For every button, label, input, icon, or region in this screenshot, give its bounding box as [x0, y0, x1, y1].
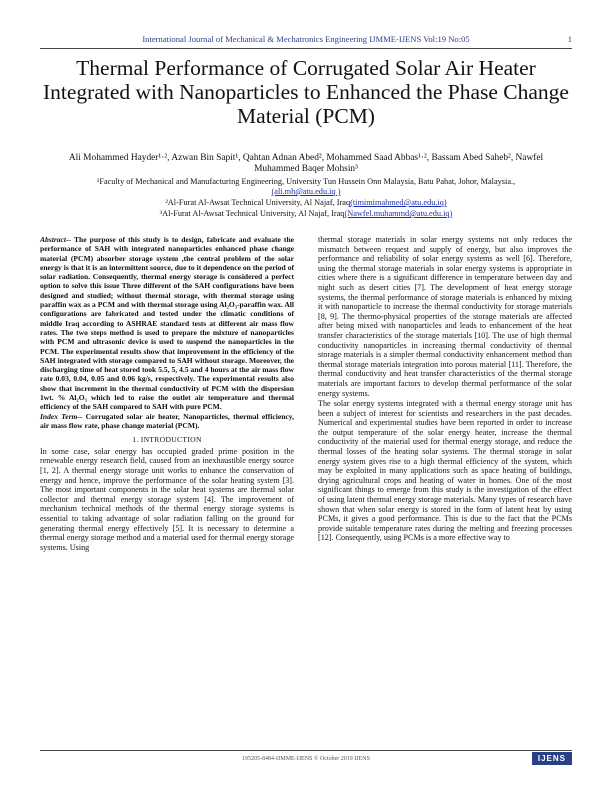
index-terms-text: Corrugated solar air heater, Nanoparticles, thermal efficiency, air mass flow rate, phase change material (PCM).: [40, 411, 294, 430]
affiliation-3-email-link[interactable]: (Nawfel.muhammd@atu.edu.iq): [344, 209, 453, 218]
running-header: [40, 34, 572, 44]
intro-paragraph-left: In some case, solar energy has occupied graded prime position in the renewable energy research field, caused from an inexhaustible energy source [1, 2]. A thermal energy storage unit works to enhance the conservation of energy and hence, improve the performance of the solar heating system [3]. The most important components in the solar heat systems are thermal solar collector and thermal energy storage system [4]. The improvement of mechanism technical methods of the thermal energy storage systems is essential to taking advantage of solar radiation falling on the ground for generating thermal energy effectively [5]. It is necessary to determine a thermal energy storage method and a material used for thermal energy storage systems. Using: [40, 446, 294, 552]
affiliation-2-email-link[interactable]: (timimimahmed@atu.edu.iq): [350, 198, 447, 207]
affiliation-2-text: ²Al-Furat Al-Awsat Technical University, Al Najaf, Iraq: [165, 198, 351, 207]
section-heading-introduction: 1. INTRODUCTION: [132, 435, 202, 445]
abstract-lead: Abstract--: [40, 235, 72, 244]
intro-paragraph-right-2: The solar energy systems integrated with a thermal energy storage unit has been a subject of interest for scientists and researchers in the past decades. Numerical and experimental studies have been reported in order to increase the output temperature of the solar energy heater, increase the thermal conductivity of the material used for thermal energy storage, and reduce the thermal losses of the heating solar systems. The thermal storage in solar energy system gives rise to a high thermal efficiency of the system, which may be exploited in many applications such as space heating of buildings, drying agricultural crops and heating of water in homes. One of the most significant things to emerge from this study is the investigation of the effect of using latent thermal energy storage materials. Many types of research have shown that when solar energy is stored in the form of latent heat by using PCMs, it gives a good performance. This is due to the fact that the PCMs provide suitable temperature rates during the melting and freezing processes [12]. Consequently, using PCMs is a more effective way to: [318, 399, 572, 543]
index-terms-lead: Index Term--: [40, 411, 83, 421]
intro-paragraph-right-1: thermal storage materials in solar energy systems not only reduces the mismatch between request and supply of energy, but also improves the performance and reliability of solar energy systems as well [6]. Therefore, using the thermal storage materials in solar energy systems is appropriate in cities where there is a significant difference in temperature between day and night such as desert cities [7]. The development of heat energy storage systems, the thermal performance of storage materials is enhanced by mixing it with nanoparticle to increase the thermal conductivity for storage materials [8, 9]. The thermo-physical properties of the storage materials are affected after being mixed with nanoparticles and leads to enhancement of the heat transfer characteristics of the storage materials [10]. The use of high thermal conductivity nanoparticles in increasing thermal conductivity of thermal storage materials is a simpler thermal conductivity enhancement method than thermal storage materials integration into porous material [11]. Therefore, the thermal conductivity and heat transfer characteristics of the thermal storage materials are important factors to develop thermal performance of the solar energy systems.: [318, 235, 572, 398]
affiliation-3: [48, 209, 564, 219]
affiliation-1-text: ¹Faculty of Mechanical and Manufacturing Engineering, University Tun Hussein Onn Malaysia, Batu Pahat, Johor, Malaysia.,: [96, 177, 516, 186]
journal-name: International Journal of Mechanical & Mechatronics Engineering IJMME-IJENS Vol:19 No:05: [142, 34, 470, 44]
header-rule: [40, 48, 572, 49]
journal-logo: IJENS: [532, 752, 572, 765]
affiliation-1-email-link[interactable]: (ali.mh@atu.edu.iq ): [271, 187, 341, 196]
affiliation-1: [48, 177, 564, 197]
abstract: [40, 235, 294, 412]
paper-title: Thermal Performance of Corrugated Solar Air Heater Integrated with Nanoparticles to Enhanced the Phase Change Material (PCM): [43, 56, 569, 128]
footer-rule: [40, 750, 572, 751]
abstract-text: The purpose of this study is to design, fabricate and evaluate the performance of SAH with integrated nanoparticles enhanced phase change material (PCM) absorber storage system ,the central problem of the solar energy is that it is an intermittent source, due to it dependence on the period of solar radiation. Consequently, thermal energy storage is considered a perfect option to solve this issue Three different of the SAH configurations have been designed and studied; without thermal storage, with thermal storage using paraffin wax as a PCM and with thermal storage using Al₂O₃-paraffin wax. All configurations are fabricated and tested under the climatic conditions of middle Iraq according to ASHRAE standard tests at different air mass flow rates. The two steps method is used to prepare the mixture of nanoparticles with PCM and ultrasonic device is used to suspend the nanoparticles in the PCM. The experimental results show that improvement in the efficiency of the SAH integrated with storage compared to SAH without storage. Moreover, the discharging time of heat stored took 5.5, 5, 4.5 and 4 hours at the air mass flow rate 0.03, 0.04, 0.05 and 0.06 kg/s, respectively. The experimental results also show that increment in the thermal conductivity of PCM with the dispersion 1wt. % Al₂O₃ which led to raise the outlet air temperature and thermal efficiency of the SAH compared to SAH with pure PCM.: [40, 235, 294, 412]
page-number: 1: [567, 34, 572, 44]
left-column: [40, 235, 294, 552]
author-list: Ali Mohammed Hayder¹·², Azwan Bin Sapit¹, Qahtan Adnan Abed², Mohammed Saad Abbas¹·², Bassam Abed Saheb², Nawfel Muhammed Baqer Mohsin³: [68, 153, 544, 175]
page-footer: 195205-8484-IJMME-IJENS © October 2019 IJENS: [242, 756, 370, 762]
right-column: [318, 235, 572, 543]
affiliation-2: [48, 198, 564, 208]
index-terms: [40, 412, 294, 431]
affiliation-3-text: ³Al-Furat Al-Awsat Technical University, Al Najaf, Iraq: [159, 209, 345, 218]
